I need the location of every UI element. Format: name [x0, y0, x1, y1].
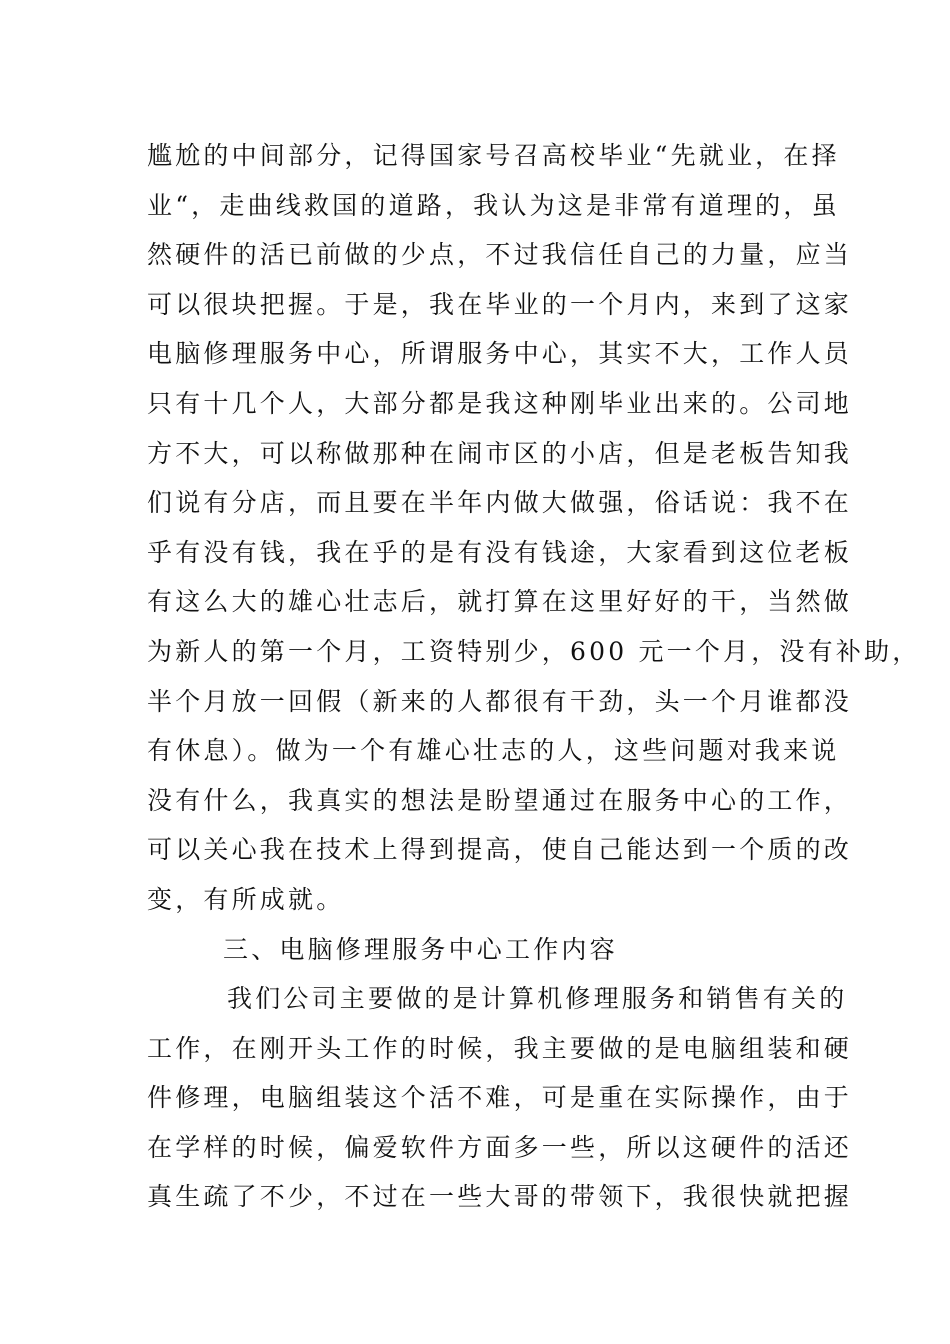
text-line: 们说有分店，而且要在半年内做大做强，俗话说：我不在 [147, 488, 853, 518]
document-body [147, 131, 921, 1222]
text-line: 业“，走曲线救国的道路，我认为这是非常有道理的，虽 [147, 190, 840, 220]
text-line: 没有什么，我真实的想法是盼望通过在服务中心的工作， [147, 785, 853, 815]
text-line: 然硬件的活已前做的少点，不过我信任自己的力量，应当 [147, 240, 853, 270]
text-line: 为新人的第一个月，工资特别少，600 元一个月，没有补助， [147, 636, 921, 666]
text-line: 可以关心我在技术上得到提高，使自己能达到一个质的改 [147, 835, 853, 865]
text-line: 尴尬的中间部分，记得国家号召高校毕业“先就业，在择 [147, 141, 840, 170]
text-line: 电脑修理服务中心，所谓服务中心，其实不大，工作人员 [147, 339, 853, 369]
text-line: 有休息）。做为一个有雄心壮志的人，这些问题对我来说 [147, 736, 840, 766]
text-line: 有这么大的雄心壮志后，就打算在这里好好的干，当然做 [147, 587, 853, 617]
section-heading: 三、电脑修理服务中心工作内容 [223, 934, 618, 964]
text-line: 半个月放一回假（新来的人都很有干劲，头一个月谁都没 [147, 686, 853, 716]
text-line: 件修理，电脑组装这个活不难，可是重在实际操作，由于 [147, 1083, 853, 1113]
text-line: 变，有所成就。 [147, 884, 345, 914]
text-line: 在学样的时候，偏爱软件方面多一些，所以这硬件的活还 [147, 1132, 853, 1162]
text-line: 真生疏了不少，不过在一些大哥的带领下，我很快就把握 [147, 1182, 853, 1212]
text-line: 可以很块把握。于是，我在毕业的一个月内，来到了这家 [147, 289, 853, 319]
text-line: 工作，在刚开头工作的时候，我主要做的是电脑组装和硬 [147, 1033, 853, 1063]
text-line: 方不大，可以称做那种在闹市区的小店，但是老板告知我 [147, 438, 853, 468]
text-line: 我们公司主要做的是计算机修理服务和销售有关的 [227, 984, 848, 1014]
text-line: 只有十几个人，大部分都是我这种刚毕业出来的。公司地 [147, 388, 853, 418]
text-line: 乎有没有钱，我在乎的是有没有钱途，大家看到这位老板 [147, 537, 853, 567]
paragraph-2 [147, 974, 853, 1222]
paragraph-1 [147, 131, 921, 925]
